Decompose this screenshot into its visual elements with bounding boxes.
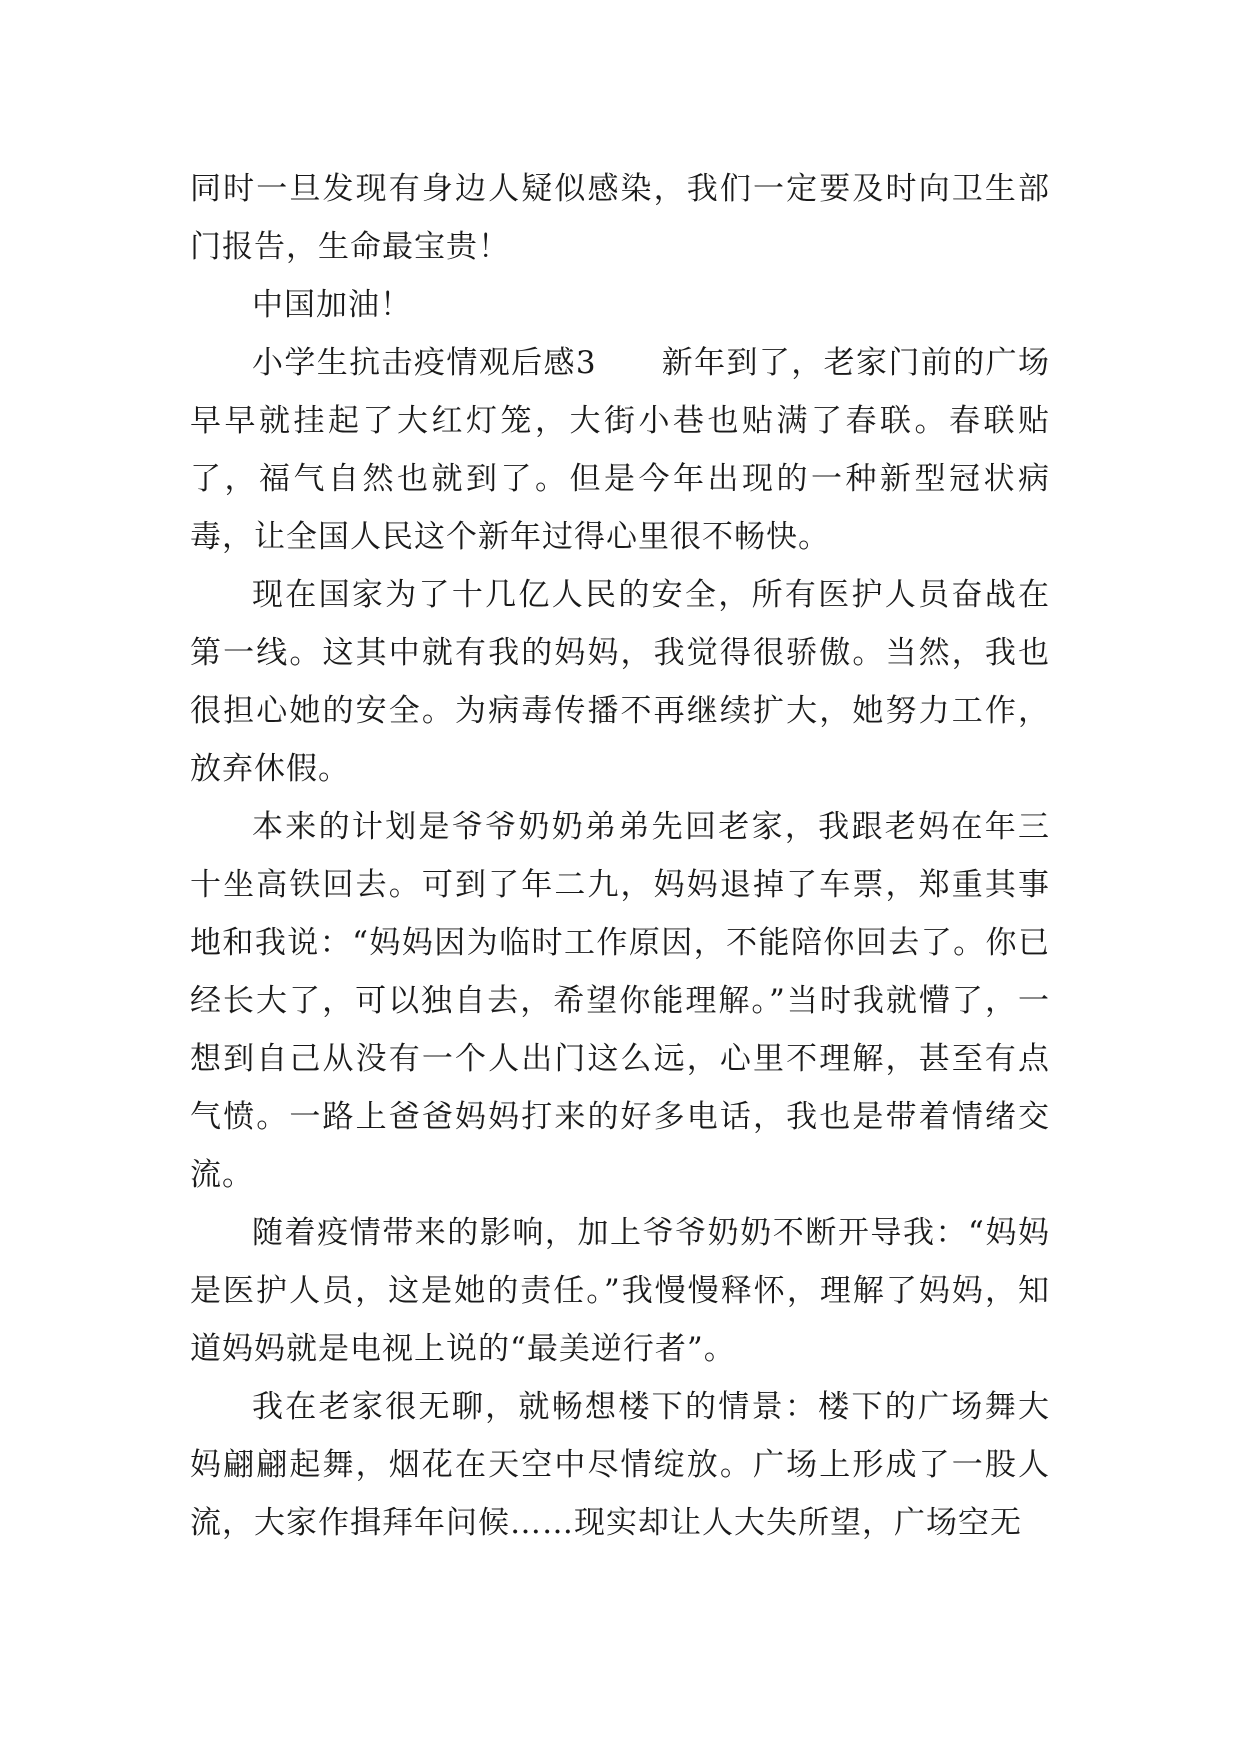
paragraph-4: 现在国家为了十几亿人民的安全，所有医护人员奋战在第一线。这其中就有我的妈妈，我觉得很骄傲。当然，我也很担心她的安全。为病毒传播不再继续扩大，她努力工作，放弃休假。 xyxy=(190,577,1050,787)
paragraph-3: 小学生抗击疫情观后感3 新年到了，老家门前的广场早早就挂起了大红灯笼，大街小巷也贴满了春联。春联贴了，福气自然也就到了。但是今年出现的一种新型冠状病毒，让全国人民这个新年过得心里很不畅快。 xyxy=(190,345,1050,555)
paragraph-5: 本来的计划是爷爷奶奶弟弟先回老家，我跟老妈在年三十坐高铁回去。可到了年二九，妈妈退掉了车票，郑重其事地和我说：“妈妈因为临时工作原因，不能陪你回去了。你已经长大了，可以独自去，希望你能理解。”当时我就懵了，一想到自己从没有一个人出门这么远，心里不理解，甚至有点气愤。一路上爸爸妈妈打来的好多电话，我也是带着情绪交流。 xyxy=(190,809,1050,1193)
paragraph-1: 同时一旦发现有身边人疑似感染，我们一定要及时向卫生部门报告，生命最宝贵！ xyxy=(190,171,1050,265)
document-body xyxy=(190,160,1050,1552)
paragraph-2: 中国加油！ xyxy=(252,287,412,323)
paragraph-7: 我在老家很无聊，就畅想楼下的情景：楼下的广场舞大妈翩翩起舞，烟花在天空中尽情绽放。广场上形成了一股人流，大家作揖拜年问候……现实却让人大失所望，广场空无 xyxy=(190,1389,1050,1541)
paragraph-6: 随着疫情带来的影响，加上爷爷奶奶不断开导我：“妈妈是医护人员，这是她的责任。”我慢慢释怀，理解了妈妈，知道妈妈就是电视上说的“最美逆行者”。 xyxy=(190,1215,1050,1367)
